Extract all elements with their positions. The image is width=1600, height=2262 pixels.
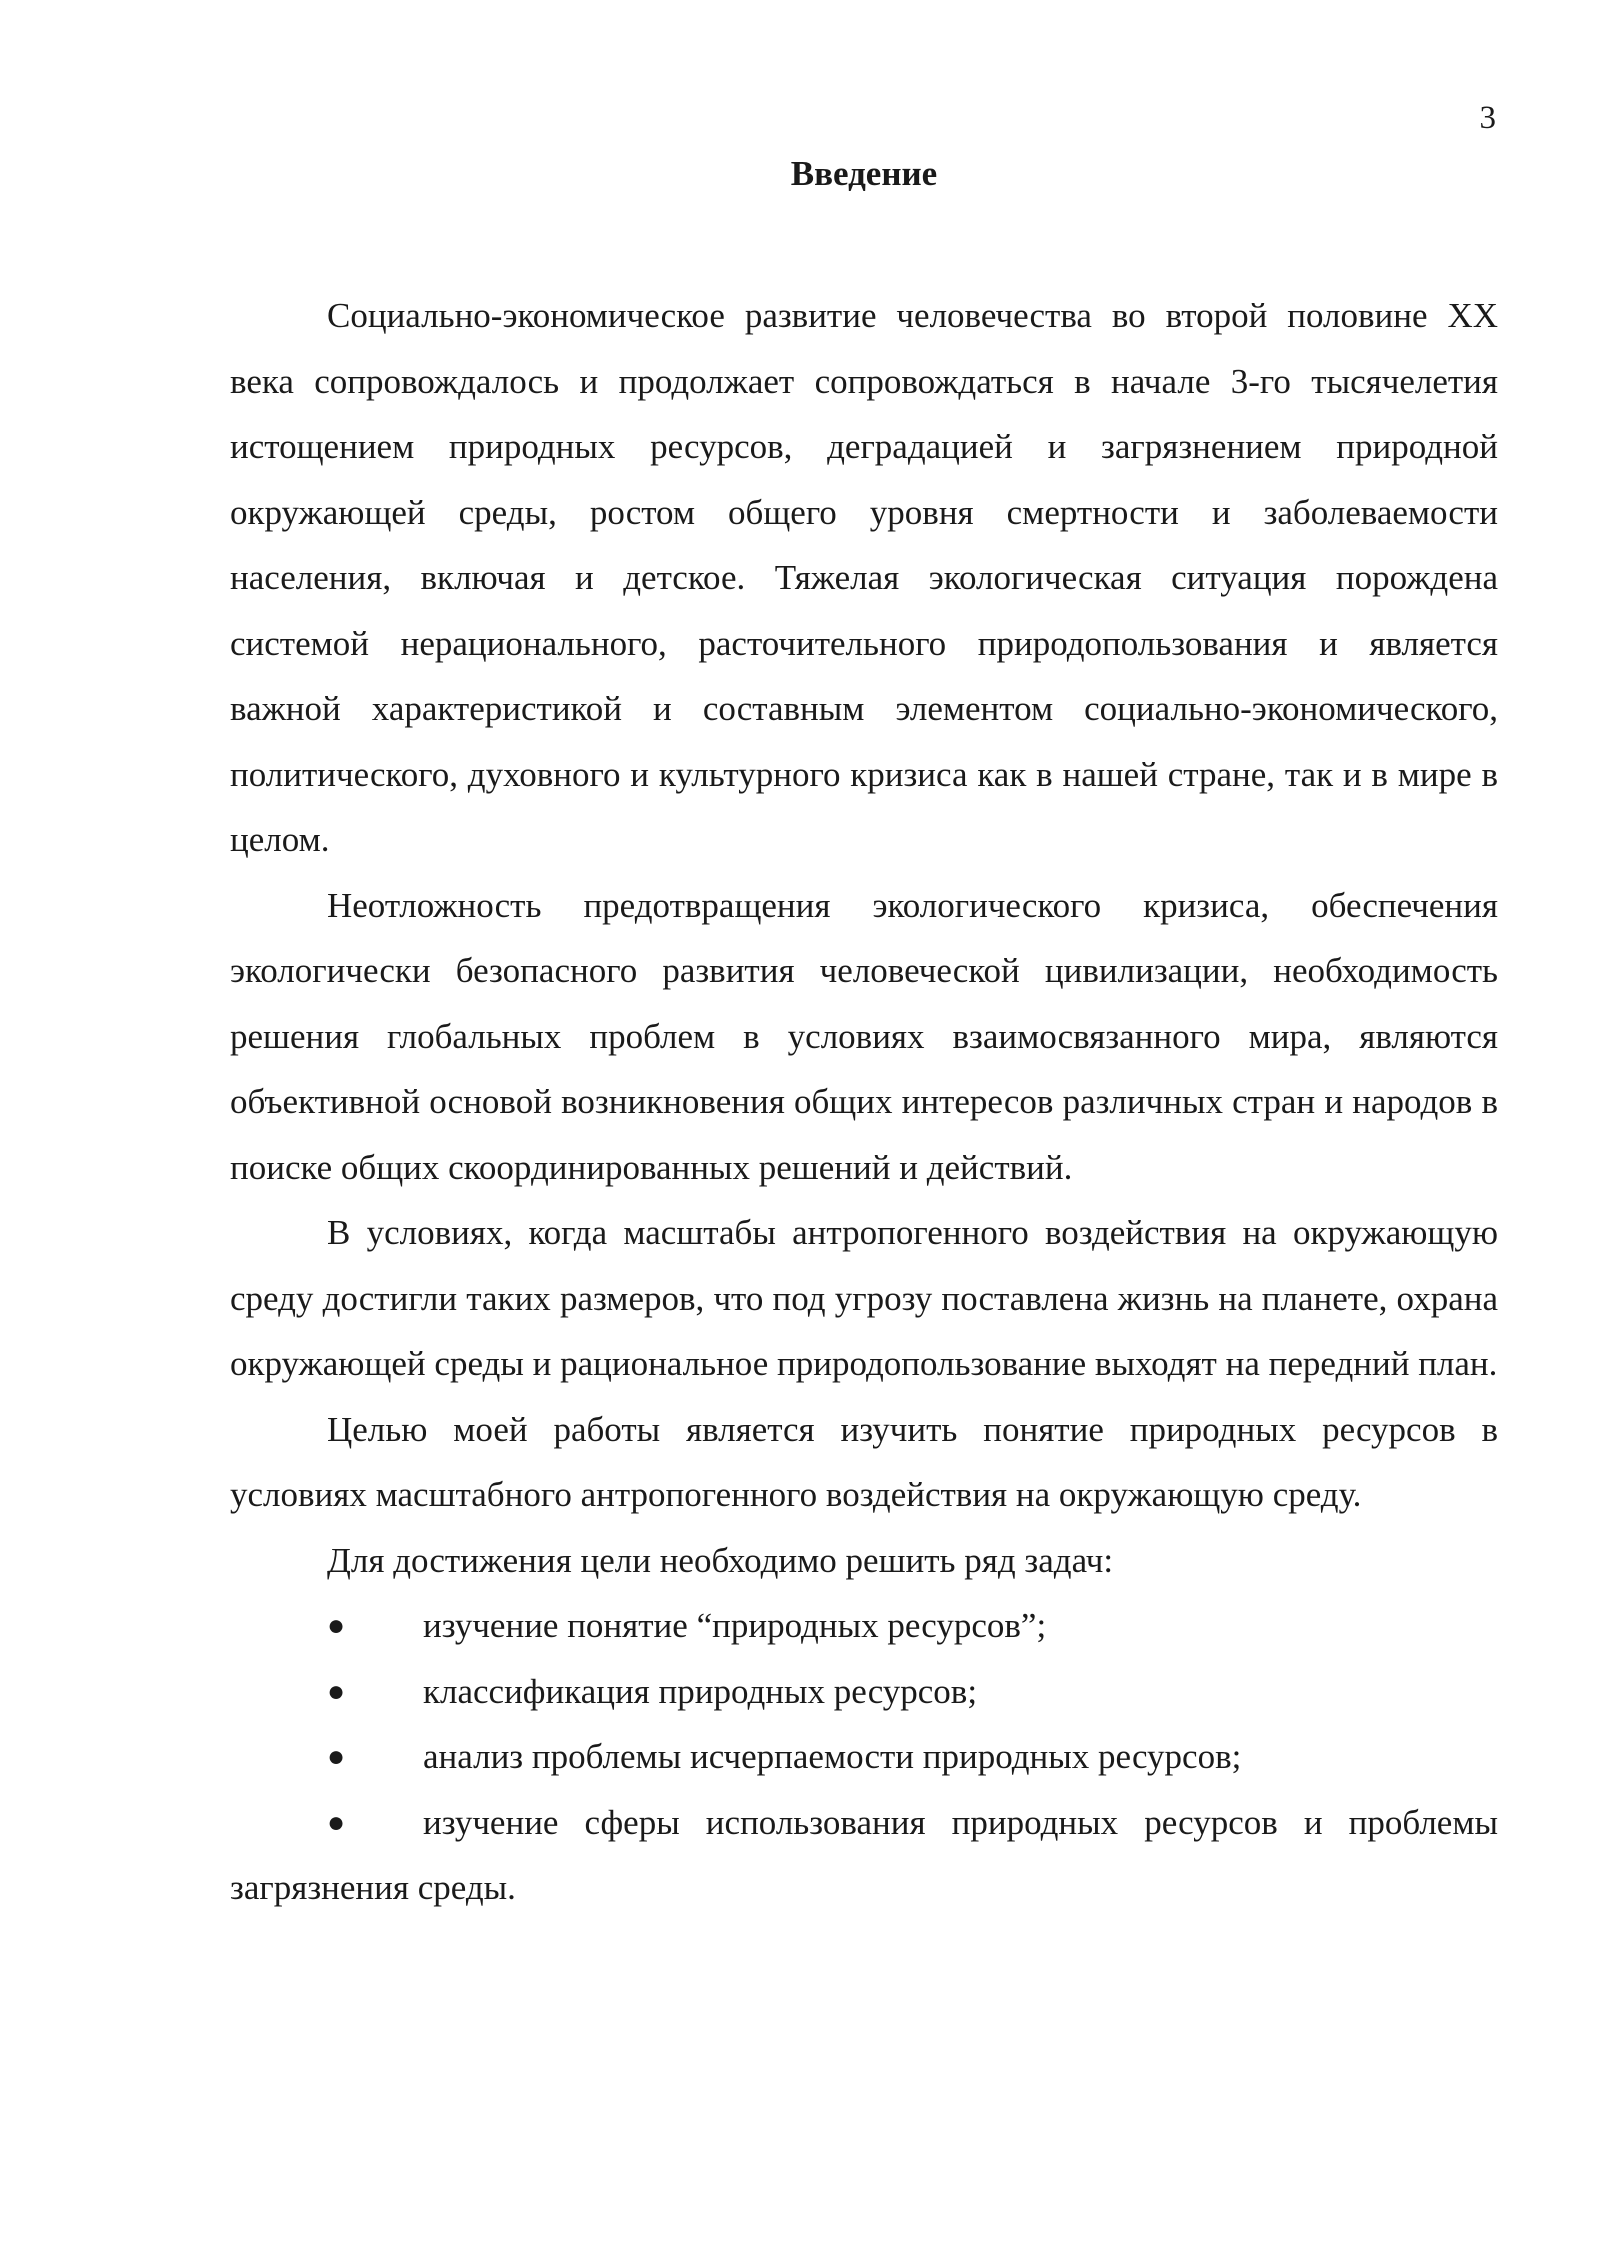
list-item [230, 1593, 1498, 1659]
page-title: Введение [790, 154, 938, 193]
paragraph-4: Целью моей работы является изучить понятие природных ресурсов в условиях масштабного антропогенного воздействия на окружающую среду. [230, 1409, 1498, 1514]
list-item [230, 1724, 1498, 1790]
page-number: 3 [1479, 100, 1496, 136]
bullet-icon: ● [327, 1674, 346, 1708]
task-text: изучение понятие “природных ресурсов”; [423, 1606, 1047, 1645]
document-body [230, 283, 1498, 1921]
list-item [230, 1659, 1498, 1725]
bullet-icon: ● [327, 1609, 346, 1642]
paragraph-1: Социально-экономическое развитие человечества во второй половине XX века сопровождалось и продолжает сопровождаться в начале 3-го тысячелетия истощением природных ресурсов, деградацией и загрязнением природной окружающей среды, ростом общего уровня смертности и заболеваемости населения, включая и детское. Тяжелая экологическая ситуация порождена системой нерационального, расточительного природопользования и является важной характеристикой и составным элементом социально-экономического, политического, духовного и культурного кризиса как в нашей стране, так и в мире в целом. [230, 296, 1498, 859]
task-text: анализ проблемы исчерпаемости природных ресурсов; [423, 1737, 1242, 1776]
task-text: классификация природных ресурсов; [423, 1671, 978, 1711]
list-item [230, 1790, 1498, 1921]
task-text: изучение сферы использования природных ресурсов и проблемы загрязнения среды. [230, 1802, 1498, 1907]
task-list [230, 1593, 1498, 1921]
bullet-icon: ● [327, 1805, 346, 1839]
bullet-icon: ● [327, 1740, 346, 1773]
paragraph-5: Для достижения цели необходимо решить ряд задач: [327, 1540, 1114, 1580]
paragraph-3: В условиях, когда масштабы антропогенного воздействия на окружающую среду достигли таких размеров, что под угрозу поставлена жизнь на планете, охрана окружающей среды и рациональное природопользование выходят на передний план. [230, 1213, 1498, 1383]
paragraph-2: Неотложность предотвращения экологического кризиса, обеспечения экологически безопасного развития человеческой цивилизации, необходимость решения глобальных проблем в условиях взаимосвязанного мира, являются объективной основой возникновения общих интересов различных стран и народов в поиске общих скоординированных решений и действий. [230, 885, 1498, 1187]
